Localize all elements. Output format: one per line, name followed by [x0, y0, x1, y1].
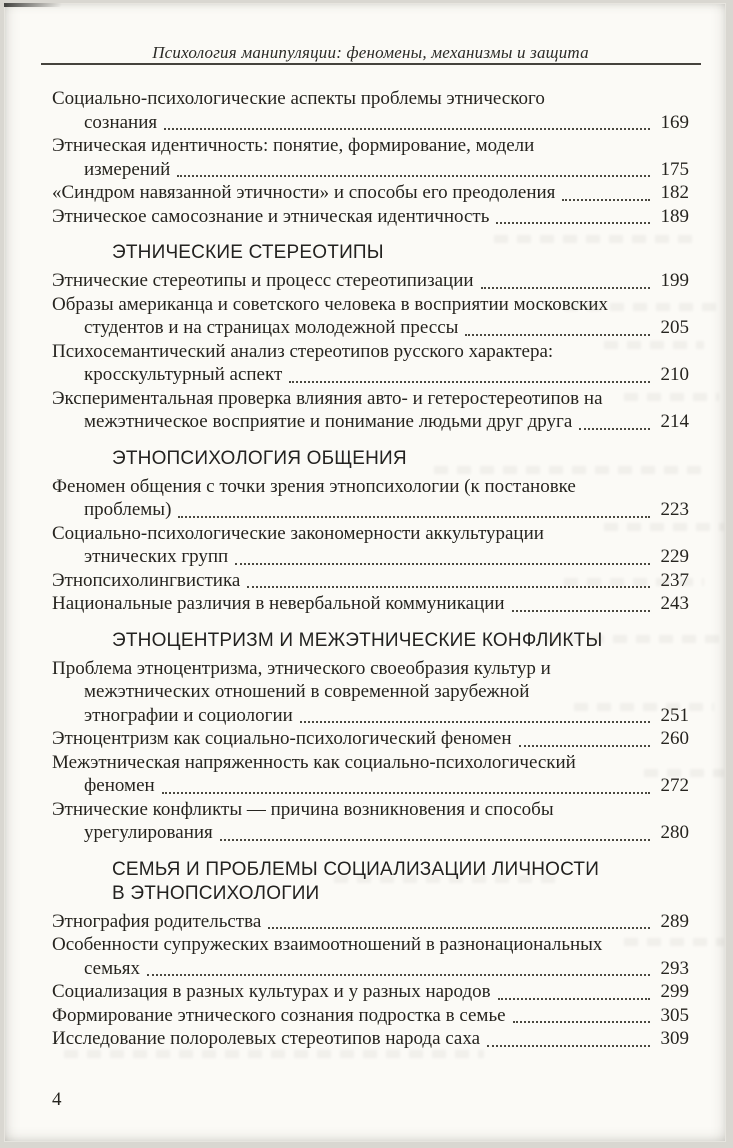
toc-entry-line — [52, 727, 689, 751]
page-ref: 182 — [660, 182, 689, 203]
toc-section-heading — [52, 241, 689, 265]
showthrough-artifact — [64, 1050, 484, 1058]
toc-entry — [52, 269, 689, 293]
toc-entry-line — [52, 410, 689, 434]
toc-entry — [52, 181, 689, 205]
page-ref: 299 — [660, 981, 689, 1002]
toc-entry — [52, 933, 689, 980]
page-ref: 272 — [660, 775, 689, 796]
toc-entry-line — [52, 1027, 689, 1051]
toc-entry-line — [52, 704, 689, 728]
toc-section-heading — [52, 629, 689, 653]
toc-entry — [52, 751, 689, 798]
toc-entry-line: Особенности супружеских взаимоотношений в разнонациональных — [52, 934, 603, 955]
dot-leader — [562, 199, 650, 201]
page-ref: 175 — [660, 158, 689, 180]
toc-entry-line: межэтнических отношений в современной зарубежной — [84, 681, 530, 702]
toc-entry-line: Феномен общения с точки зрения этнопсихологии (к постановке — [52, 475, 576, 497]
toc-entry-text: кросскультурный аспект — [84, 364, 283, 385]
toc-entry-text: Этнопсихолингвистика — [52, 569, 241, 591]
page-ref: 237 — [660, 569, 689, 591]
page-ref: 289 — [660, 910, 689, 932]
running-header: Психология манипуляции: феномены, механизмы и защита — [152, 43, 589, 62]
dot-leader — [579, 428, 650, 430]
toc-entry — [52, 1004, 689, 1028]
dot-leader — [177, 175, 650, 177]
toc-entry-text: проблемы) — [84, 499, 172, 520]
dot-leader — [496, 222, 650, 224]
toc-section-heading — [52, 858, 689, 906]
page-ref: 189 — [660, 205, 689, 227]
toc-entry-text: этнографии и социологии — [84, 704, 293, 726]
dot-leader — [487, 1045, 650, 1047]
toc-section-heading-line: ЭТНИЧЕСКИЕ СТЕРЕОТИПЫ — [112, 242, 384, 263]
toc-entry-text: урегулирования — [84, 822, 213, 843]
toc-entry-text: измерений — [84, 158, 171, 180]
toc-entry-line — [52, 569, 689, 593]
toc-entry — [52, 657, 689, 728]
toc-entry-line: Социально-психологические аспекты проблемы этнического — [52, 88, 545, 109]
toc-entry-line — [52, 957, 689, 981]
toc-entry-line: Экспериментальная проверка влияния авто- и гетеростереотипов на — [52, 387, 603, 409]
toc-entry — [52, 1027, 689, 1051]
toc-entry-line — [52, 158, 689, 182]
toc-entry-text: межэтническое восприятие и понимание людьми друг друга — [84, 411, 573, 432]
toc-entry-line: Этническая идентичность: понятие, формирование, модели — [52, 135, 535, 156]
page-ref: 214 — [660, 411, 689, 432]
toc — [52, 87, 689, 1051]
page-ref: 309 — [660, 1028, 689, 1049]
toc-section-heading-line: ЭТНОПСИХОЛОГИЯ ОБЩЕНИЯ — [112, 447, 407, 469]
toc-entry — [52, 592, 689, 616]
dot-leader — [164, 128, 650, 130]
toc-entry — [52, 727, 689, 751]
dot-leader — [481, 287, 650, 289]
toc-entry-text: «Синдром навязанной этичности» и способы его преодоления — [52, 182, 556, 203]
toc-section-heading — [52, 447, 689, 471]
header-rule — [41, 63, 701, 65]
toc-entry-text: Исследование полоролевых стереотипов народа саха — [52, 1028, 481, 1049]
page-ref: 280 — [660, 822, 689, 843]
page-ref: 293 — [660, 957, 689, 979]
toc-entry-text: сознания — [84, 111, 158, 133]
toc-entry-text: Национальные различия в невербальной коммуникации — [52, 593, 505, 614]
page-ref: 260 — [660, 728, 689, 749]
toc-section-heading-line: В ЭТНОПСИХОЛОГИИ — [112, 882, 320, 904]
toc-entry-line — [52, 592, 689, 616]
page-ref: 305 — [660, 1004, 689, 1026]
toc-section-heading-line: ЭТНОЦЕНТРИЗМ И МЕЖЭТНИЧЕСКИЕ КОНФЛИКТЫ — [112, 629, 603, 651]
toc-entry-line — [52, 1004, 689, 1028]
folio-page-number: 4 — [52, 1089, 62, 1110]
toc-entry — [52, 522, 689, 569]
dot-leader — [513, 1021, 650, 1023]
dot-leader — [235, 563, 650, 565]
toc-entry-line: Социально-психологические закономерности аккультурации — [52, 522, 544, 544]
toc-entry-line — [52, 980, 689, 1004]
toc-entry-text: Этнические стереотипы и процесс стереотипизации — [52, 270, 474, 291]
toc-entry-text: Этническое самосознание и этническая идентичность — [52, 205, 490, 227]
toc-entry — [52, 569, 689, 593]
toc-entry-line: Психосемантический анализ стереотипов русского характера: — [52, 340, 554, 362]
toc-entry — [52, 910, 689, 934]
toc-entry-line — [52, 316, 689, 340]
toc-entry-line: Этнические конфликты — причина возникновения и способы — [52, 798, 554, 820]
page-ref: 223 — [660, 499, 689, 520]
toc-entry-line — [52, 111, 689, 135]
page-ref: 205 — [660, 317, 689, 338]
page-ref: 210 — [660, 364, 689, 385]
toc-entry-text: феномен — [84, 775, 155, 796]
toc-entry — [52, 87, 689, 134]
toc-entry-line — [52, 363, 689, 387]
dot-leader — [220, 839, 650, 841]
toc-entry — [52, 340, 689, 387]
toc-entry-line — [52, 498, 689, 522]
toc-entry-line — [52, 545, 689, 569]
toc-entry-line — [52, 910, 689, 934]
toc-entry-line: Образы американца и советского человека в восприятии московских — [52, 293, 608, 315]
toc-entry-line — [52, 821, 689, 845]
toc-entry — [52, 475, 689, 522]
toc-entry-line: Межэтническая напряженность как социально-психологический — [52, 751, 576, 773]
toc-entry — [52, 293, 689, 340]
toc-entry-text: Социализация в разных культурах и у разных народов — [52, 981, 491, 1002]
toc-entry-text: студентов и на страницах молодежной прессы — [84, 317, 459, 338]
toc-entry — [52, 387, 689, 434]
toc-entry-text: Этноцентризм как социально-психологический феномен — [52, 728, 512, 749]
toc-entry-text: Формирование этнического сознания подростка в семье — [52, 1004, 506, 1026]
toc-entry-line: Проблема этноцентризма, этнического своеобразия культур и — [52, 657, 551, 679]
toc-entry-line — [52, 269, 689, 293]
corner-scan-mark — [4, 3, 62, 7]
dot-leader — [300, 721, 650, 723]
page-ref: 229 — [660, 546, 689, 567]
toc-entry-line — [52, 205, 689, 229]
dot-leader — [247, 586, 650, 588]
dot-leader — [465, 334, 650, 336]
toc-entry — [52, 980, 689, 1004]
dot-leader — [512, 610, 650, 612]
page-ref: 243 — [660, 593, 689, 614]
toc-entry-line — [52, 774, 689, 798]
page-ref: 169 — [660, 111, 689, 133]
toc-entry — [52, 205, 689, 229]
dot-leader — [498, 998, 650, 1000]
dot-leader — [162, 792, 650, 794]
toc-entry-text: семьях — [84, 957, 141, 979]
dot-leader — [519, 745, 651, 747]
page-ref: 199 — [660, 270, 689, 291]
dot-leader — [289, 381, 650, 383]
dot-leader — [268, 927, 650, 929]
page-ref: 251 — [660, 704, 689, 726]
toc-section-heading-line: СЕМЬЯ И ПРОБЛЕМЫ СОЦИАЛИЗАЦИИ ЛИЧНОСТИ — [112, 858, 600, 880]
toc-entry-text: этнических групп — [84, 546, 229, 567]
book-page-scan — [4, 3, 726, 1142]
dot-leader — [178, 516, 650, 518]
dot-leader — [147, 974, 650, 976]
toc-entry — [52, 134, 689, 181]
toc-entry-line — [52, 181, 689, 205]
toc-entry — [52, 798, 689, 845]
toc-entry-text: Этнография родительства — [52, 910, 262, 932]
